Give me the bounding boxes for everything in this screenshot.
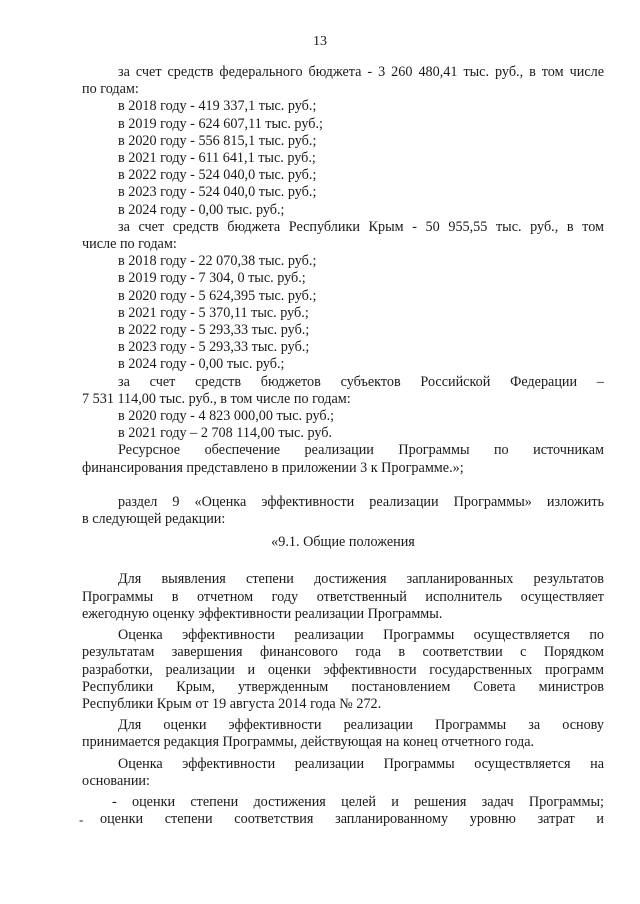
federal-year-2018: в 2018 году - 419 337,1 тыс. руб.;	[118, 98, 317, 115]
p1-line-1: Для выявления степени достижения запланированных результатов	[118, 571, 604, 588]
page-number: 13	[313, 34, 327, 49]
crimea-year-2024: в 2024 году - 0,00 тыс. руб.;	[118, 356, 285, 373]
p2-line-4: Республики Крым, утвержденным постановлением Совета министров	[82, 678, 604, 695]
p2-line-2: результатам завершения финансового года в соответствии с Порядком	[82, 644, 604, 661]
resource-line-1: Ресурсное обеспечение реализации Программы по источникам	[118, 442, 604, 459]
subjects-year-2020: в 2020 году - 4 823 000,00 тыс. руб.;	[118, 408, 335, 425]
federal-year-2020: в 2020 году - 556 815,1 тыс. руб.;	[118, 132, 317, 149]
federal-year-2022: в 2022 году - 524 040,0 тыс. руб.;	[118, 167, 317, 184]
crimea-year-2019: в 2019 году - 7 304, 0 тыс. руб.;	[118, 270, 306, 287]
bullet-costs: оценки степени соответствия запланированному уровню затрат и	[100, 811, 604, 828]
resource-line-2: финансирования представлено в приложении 3 к Программе.»;	[82, 459, 464, 476]
federal-line-1: за счет средств федерального бюджета - 3 260 480,41 тыс. руб., в том числе	[118, 64, 604, 80]
federal-year-2021: в 2021 году - 611 641,1 тыс. руб.;	[118, 150, 316, 167]
crimea-year-2022: в 2022 году - 5 293,33 тыс. руб.;	[118, 322, 310, 339]
crimea-year-2018: в 2018 году - 22 070,38 тыс. руб.;	[118, 253, 317, 270]
crimea-year-2020: в 2020 году - 5 624,395 тыс. руб.;	[118, 287, 317, 304]
crimea-line-2: числе по годам:	[82, 236, 177, 253]
section9-line-2: в следующей редакции:	[82, 511, 226, 528]
p2-line-1: Оценка эффективности реализации Программы осуществляется по	[118, 627, 604, 644]
p3-line-2: принимается редакция Программы, действующая на конец отчетного года.	[82, 734, 535, 751]
p2-line-3: разработки, реализации и оценки эффективности государственных программ	[82, 661, 604, 678]
federal-year-2023: в 2023 году - 524 040,0 тыс. руб.;	[118, 184, 317, 201]
section-heading: «9.1. Общие положения	[271, 534, 415, 551]
document-body	[82, 64, 604, 828]
p3-line-1: Для оценки эффективности реализации Программы за основу	[118, 717, 604, 734]
crimea-year-2023: в 2023 году - 5 293,33 тыс. руб.;	[118, 339, 310, 356]
subjects-line-2: 7 531 114,00 тыс. руб., в том числе по годам:	[82, 390, 351, 407]
subjects-line-1: за счет средств бюджетов субъектов Российской Федерации –	[118, 373, 604, 390]
federal-line-2: по годам:	[82, 81, 139, 98]
bullet-dash-mark: -	[79, 812, 84, 827]
p4-line-1: Оценка эффективности реализации Программы осуществляется на	[118, 755, 604, 772]
subjects-year-2021: в 2021 году – 2 708 114,00 тыс. руб.	[118, 425, 333, 442]
p4-line-2: основании:	[82, 772, 150, 789]
bullet-goals: - оценки степени достижения целей и решения задач Программы;	[112, 793, 604, 810]
p2-line-5: Республики Крым от 19 августа 2014 года № 272.	[82, 695, 382, 712]
p1-line-2: Программы в отчетном году ответственный исполнитель осуществляет	[82, 588, 604, 605]
section9-line-1: раздел 9 «Оценка эффективности реализации Программы» изложить	[118, 493, 604, 510]
federal-year-2024: в 2024 году - 0,00 тыс. руб.;	[118, 201, 285, 218]
crimea-line-1: за счет средств бюджета Республики Крым - 50 955,55 тыс. руб., в том	[118, 218, 604, 235]
p1-line-3: ежегодную оценку эффективности реализации Программы.	[82, 605, 443, 622]
federal-year-2019: в 2019 году - 624 607,11 тыс. руб.;	[118, 115, 323, 132]
crimea-year-2021: в 2021 году - 5 370,11 тыс. руб.;	[118, 304, 309, 321]
